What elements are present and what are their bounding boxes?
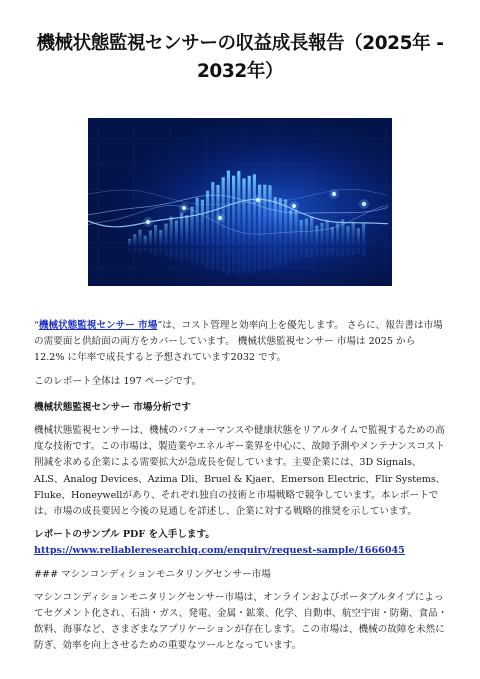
hero-bar <box>326 220 329 246</box>
analysis-paragraph: 機械状態監視センサーは、機械のパフォーマンスや健康状態をリアルタイムで監視するための高度な技術です。この市場は、製造業やエネルギー業界を中心に、故障予測やメンテナンスコスト削減を求める企業による需要拡大が急成長を促しています。主要企業には、3D Signals、ALS、Analog Devices、Azima Dli、Bruel & Kjaer、Emerson Electric、Flir Systems、Fluke、Honeywellがあり、それぞれ独自の技術と市場戦略で競争しています。本レポートでは、市場の成長要因と今後の見通しを詳述し、企業に対する戦略的推奨を示しています。 <box>34 425 446 518</box>
hero-bar-reflection <box>284 248 287 264</box>
sample-label: レポートのサンプル PDF を入手します。 <box>34 529 215 541</box>
hero-bar <box>279 198 282 246</box>
hero-bar-reflection <box>310 248 313 258</box>
intro-paragraph <box>34 318 448 367</box>
hero-bar-reflection <box>216 248 219 269</box>
sub-heading: ### マシンコンディションモニタリングセンサー市場 <box>34 568 271 580</box>
hero-bar-reflection <box>258 248 261 269</box>
hero-bar-reflection <box>149 248 152 253</box>
hero-bar <box>274 197 277 246</box>
hero-bar <box>149 231 152 246</box>
sample-paragraph <box>34 527 448 559</box>
hero-dot-glow <box>143 217 153 227</box>
hero-bar-reflection <box>180 248 183 260</box>
hero-image <box>88 118 392 286</box>
hero-bar <box>300 220 303 246</box>
hero-bar-reflection <box>237 248 240 274</box>
hero-bar <box>248 176 251 246</box>
hero-bar <box>138 230 141 246</box>
hero-bar <box>185 215 188 246</box>
hero-bar-reflection <box>190 248 193 262</box>
hero-bar-reflection <box>242 248 245 272</box>
hero-bar-reflection <box>154 248 157 255</box>
hero-bar-reflection <box>315 248 318 255</box>
hero-bar <box>227 171 230 246</box>
hero-bar-reflection <box>185 248 188 259</box>
hero-bar <box>294 210 297 246</box>
hero-bar <box>258 185 261 246</box>
hero-bar-reflection <box>352 248 355 256</box>
hero-bar-reflection <box>206 248 209 267</box>
hero-bar-reflection <box>263 248 266 269</box>
hero-bar-reflection <box>232 248 235 273</box>
hero-bar-reflection <box>128 248 131 250</box>
hero-bar-reflection <box>227 248 230 274</box>
hero-dot-glow <box>215 213 225 223</box>
hero-bar-reflection <box>294 248 297 261</box>
hero-dot-glow <box>329 189 339 199</box>
hero-bar-reflection <box>222 248 225 272</box>
hero-bar <box>268 185 271 246</box>
hero-bar-reflection <box>211 248 214 270</box>
hero-bar <box>331 227 334 246</box>
hero-bar <box>346 226 349 246</box>
hero-bar <box>175 220 178 246</box>
hero-bar <box>263 185 266 246</box>
hero-bar-reflection <box>336 248 339 256</box>
intro-quote-close: ” <box>157 320 163 331</box>
document-title: 機械状態監視センサーの収益成長報告（2025年 - 2032年） <box>36 33 444 82</box>
hero-bar <box>196 198 199 246</box>
hero-bar-reflection <box>164 248 167 256</box>
market-link[interactable]: 機械状態監視センサー 市場 <box>38 320 158 331</box>
hero-bar-reflection <box>357 248 360 254</box>
hero-bar <box>190 207 193 246</box>
hero-bar-reflection <box>201 248 204 264</box>
hero-bar-reflection <box>268 248 271 269</box>
hero-bar-reflection <box>159 248 162 254</box>
document-body <box>34 318 448 662</box>
hero-dot-glow <box>253 195 263 205</box>
hero-bar <box>305 219 308 246</box>
hero-bar <box>315 226 318 246</box>
hero-bar <box>159 230 162 246</box>
hero-bar <box>352 222 355 246</box>
intro-text: は、コスト管理と効率向上を優先します。 さらに、報告書は市場の需要面と供給面の両方をカバーしています。 機械状態監視センサー 市場は 2025 から 12.2% に年率で成長すると予想されています2032 です。 <box>34 320 443 364</box>
hero-bar-reflection <box>253 248 256 273</box>
hero-bar <box>320 223 323 246</box>
hero-bar-reflection <box>133 248 136 252</box>
hero-bar-reflection <box>300 248 303 257</box>
hero-bar <box>222 177 225 246</box>
hero-bar <box>128 239 131 246</box>
hero-bar-reflection <box>144 248 147 252</box>
hero-bar <box>144 236 147 246</box>
hero-bar <box>362 224 365 246</box>
pages-note: このレポート全体は 197 ページです。 <box>34 375 202 387</box>
intro-quote-open: “ <box>34 320 39 331</box>
hero-bar <box>341 219 344 246</box>
hero-dot-glow <box>289 201 299 211</box>
hero-bar-reflection <box>326 248 329 257</box>
hero-bar-reflection <box>320 248 323 256</box>
hero-bar-reflection <box>346 248 349 255</box>
hero-bar <box>211 182 214 246</box>
hero-bar <box>201 200 204 246</box>
hero-bar <box>253 174 256 246</box>
hero-bar <box>357 228 360 246</box>
hero-chart-illustration <box>88 118 392 286</box>
hero-bar <box>242 178 245 246</box>
hero-bar <box>237 171 240 246</box>
hero-bar <box>133 234 136 246</box>
hero-bar <box>164 224 167 246</box>
hero-bar-reflection <box>305 248 308 258</box>
hero-bar-reflection <box>331 248 334 255</box>
hero-bar-reflection <box>341 248 344 257</box>
hero-dot-glow <box>179 203 189 213</box>
hero-bar-reflection <box>248 248 251 273</box>
analysis-heading: 機械状態監視センサー 市場分析です <box>34 401 191 413</box>
hero-bar <box>289 210 292 246</box>
segment-paragraph: マシンコンディションモニタリングセンサー市場は、オンラインおよびポータブルタイプによってセグメント化され、石油・ガス、発電、金属・鉱業、化学、自動車、航空宇宙・防衛、食品・飲料、海事など、さまざまなアプリケーションが存在します。この市場は、機械の故障を未然に防ぎ、効率を向上させるための重要なツールとなっています。 <box>34 591 448 652</box>
hero-bar-reflection <box>175 248 178 257</box>
hero-bar-reflection <box>170 248 173 258</box>
hero-dot-glow <box>359 199 369 209</box>
hero-bar <box>232 176 235 246</box>
sample-link[interactable]: https://www.reliableresearchiq.com/enquiry/request-sample/1666045 <box>34 545 405 557</box>
hero-bar-reflection <box>279 248 282 265</box>
hero-bar-reflection <box>362 248 365 256</box>
hero-bar <box>154 225 157 246</box>
hero-bar-reflection <box>196 248 199 265</box>
hero-bar-reflection <box>289 248 292 261</box>
hero-bar <box>170 217 173 246</box>
hero-bar-reflection <box>274 248 277 265</box>
hero-bar-reflection <box>138 248 141 254</box>
